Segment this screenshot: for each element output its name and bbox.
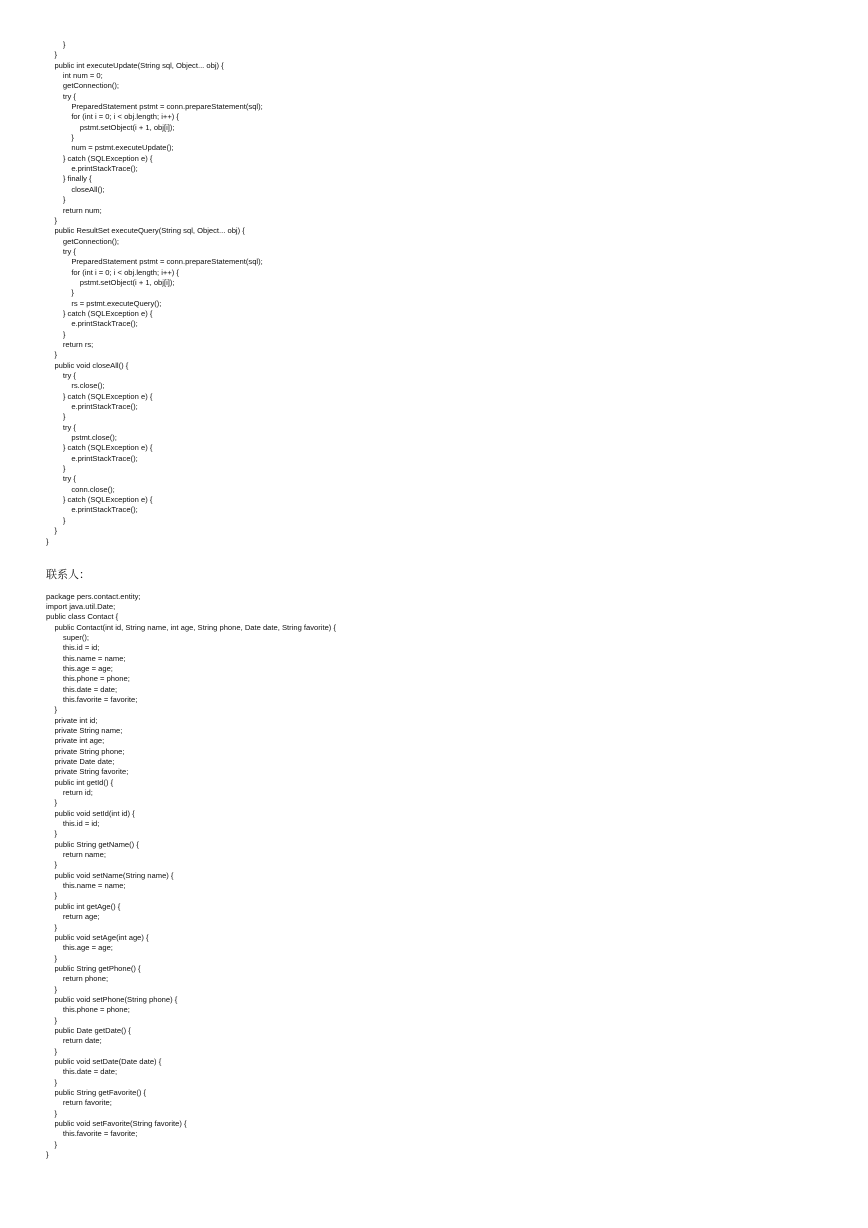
- code-block-dbutil-methods: } } public int executeUpdate(String sql, Object... obj) { int num = 0; getConnection(); try { PreparedStatement pstmt = conn.prepareStatement(sql); for (int i = 0; i < obj.length; i++) { pstmt.setObject(i + 1, obj[i]); } num = pstmt.executeUpdate(); } catch (SQLException e) { e.printStackTrace(); } finally { closeAll(); } return num; } public ResultSet executeQuery(String sql, Object... obj) { getConnection(); try { PreparedStatement pstmt = conn.prepareStatement(sql); for (int i = 0; i < obj.length; i++) { pstmt.setObject(i + 1, obj[i]); } rs = pstmt.executeQuery(); } catch (SQLException e) { e.printStackTrace(); } return rs; } public void closeAll() { try { rs.close(); } catch (SQLException e) { e.printStackTrace(); } try { pstmt.close(); } catch (SQLException e) { e.printStackTrace(); } try { conn.close(); } catch (SQLException e) { e.printStackTrace(); } } }: [46, 40, 263, 546]
- section-heading-contact: 联系人：: [46, 568, 90, 581]
- code-block-contact-entity: package pers.contact.entity; import java.util.Date; public class Contact { public Contact(int id, String name, int age, String phone, Date date, String favorite) { super(); this.id = id; this.name = name; this.age = age; this.phone = phone; this.date = date; this.favorite = favorite; } private int id; private String name; private int age; private String phone; private Date date; private String favorite; public int getId() { return id; } public void setId(int id) { this.id = id; } public String getName() { return name; } public void setName(String name) { this.name = name; } public int getAge() { return age; } public void setAge(int age) { this.age = age; } public String getPhone() { return phone; } public void setPhone(String phone) { this.phone = phone; } public Date getDate() { return date; } public void setDate(Date date) { this.date = date; } public String getFavorite() { return favorite; } public void setFavorite(String favorite) { this.favorite = favorite; } }: [46, 591, 336, 1160]
